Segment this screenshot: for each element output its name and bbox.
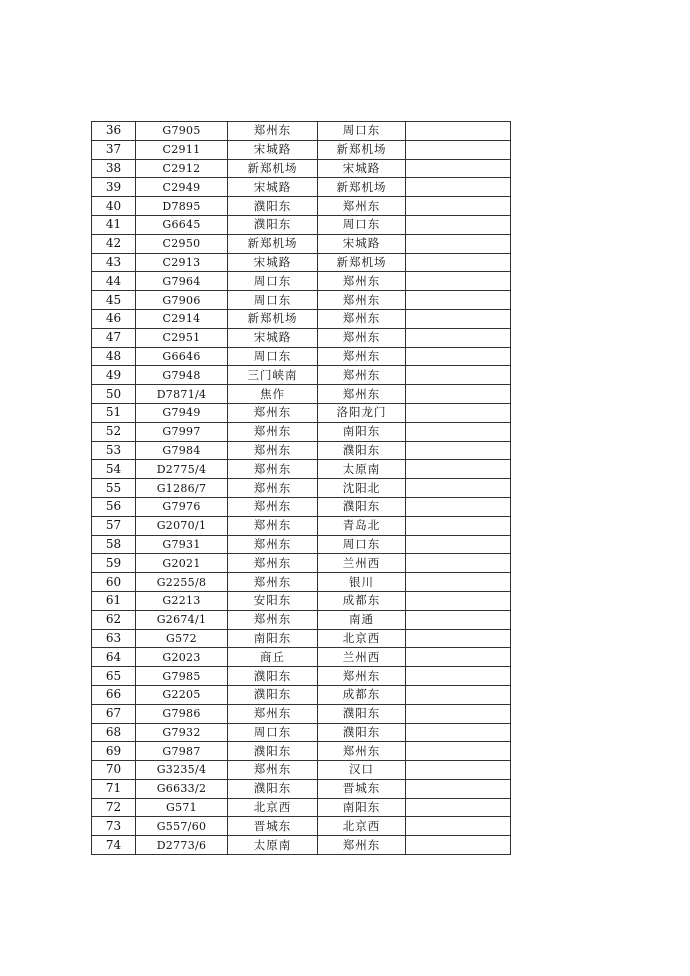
destination-station-cell: 郑州东 xyxy=(318,667,406,686)
origin-station-cell: 太原南 xyxy=(228,836,318,855)
table-row xyxy=(92,667,511,686)
origin-station-cell: 郑州东 xyxy=(228,516,318,535)
remarks-cell xyxy=(406,704,511,723)
train-number-cell: G2213 xyxy=(136,591,228,610)
row-number-cell: 37 xyxy=(92,140,136,159)
train-number-cell: G7997 xyxy=(136,422,228,441)
origin-station-cell: 宋城路 xyxy=(228,328,318,347)
table-row xyxy=(92,122,511,141)
remarks-cell xyxy=(406,761,511,780)
row-number-cell: 73 xyxy=(92,817,136,836)
row-number-cell: 49 xyxy=(92,366,136,385)
origin-station-cell: 宋城路 xyxy=(228,253,318,272)
destination-station-cell: 濮阳东 xyxy=(318,723,406,742)
row-number-cell: 44 xyxy=(92,272,136,291)
remarks-cell xyxy=(406,648,511,667)
train-number-cell: G7976 xyxy=(136,497,228,516)
destination-station-cell: 新郑机场 xyxy=(318,178,406,197)
train-number-cell: D7871/4 xyxy=(136,385,228,404)
row-number-cell: 48 xyxy=(92,347,136,366)
train-number-cell: D2773/6 xyxy=(136,836,228,855)
train-number-cell: C2911 xyxy=(136,140,228,159)
train-number-cell: G572 xyxy=(136,629,228,648)
remarks-cell xyxy=(406,836,511,855)
table-row xyxy=(92,215,511,234)
table-row xyxy=(92,159,511,178)
origin-station-cell: 郑州东 xyxy=(228,554,318,573)
row-number-cell: 38 xyxy=(92,159,136,178)
origin-station-cell: 商丘 xyxy=(228,648,318,667)
table-row xyxy=(92,779,511,798)
remarks-cell xyxy=(406,178,511,197)
origin-station-cell: 濮阳东 xyxy=(228,197,318,216)
remarks-cell xyxy=(406,385,511,404)
table-row xyxy=(92,704,511,723)
remarks-cell xyxy=(406,610,511,629)
remarks-cell xyxy=(406,742,511,761)
origin-station-cell: 周口东 xyxy=(228,291,318,310)
origin-station-cell: 新郑机场 xyxy=(228,159,318,178)
train-schedule-table xyxy=(91,121,511,855)
origin-station-cell: 濮阳东 xyxy=(228,667,318,686)
remarks-cell xyxy=(406,272,511,291)
destination-station-cell: 宋城路 xyxy=(318,159,406,178)
remarks-cell xyxy=(406,516,511,535)
table-row xyxy=(92,591,511,610)
remarks-cell xyxy=(406,591,511,610)
destination-station-cell: 周口东 xyxy=(318,122,406,141)
table-row xyxy=(92,291,511,310)
destination-station-cell: 濮阳东 xyxy=(318,441,406,460)
row-number-cell: 40 xyxy=(92,197,136,216)
table-row xyxy=(92,497,511,516)
remarks-cell xyxy=(406,554,511,573)
origin-station-cell: 焦作 xyxy=(228,385,318,404)
destination-station-cell: 成都东 xyxy=(318,685,406,704)
train-number-cell: G3235/4 xyxy=(136,761,228,780)
table-row xyxy=(92,648,511,667)
origin-station-cell: 晋城东 xyxy=(228,817,318,836)
row-number-cell: 65 xyxy=(92,667,136,686)
row-number-cell: 61 xyxy=(92,591,136,610)
destination-station-cell: 郑州东 xyxy=(318,347,406,366)
destination-station-cell: 兰州西 xyxy=(318,554,406,573)
origin-station-cell: 三门峡南 xyxy=(228,366,318,385)
table-row xyxy=(92,685,511,704)
origin-station-cell: 郑州东 xyxy=(228,441,318,460)
destination-station-cell: 郑州东 xyxy=(318,836,406,855)
table-row xyxy=(92,554,511,573)
destination-station-cell: 南阳东 xyxy=(318,422,406,441)
remarks-cell xyxy=(406,234,511,253)
row-number-cell: 36 xyxy=(92,122,136,141)
row-number-cell: 55 xyxy=(92,479,136,498)
table-row xyxy=(92,610,511,629)
remarks-cell xyxy=(406,253,511,272)
row-number-cell: 53 xyxy=(92,441,136,460)
destination-station-cell: 周口东 xyxy=(318,215,406,234)
origin-station-cell: 郑州东 xyxy=(228,761,318,780)
destination-station-cell: 晋城东 xyxy=(318,779,406,798)
table-row xyxy=(92,479,511,498)
destination-station-cell: 郑州东 xyxy=(318,385,406,404)
destination-station-cell: 兰州西 xyxy=(318,648,406,667)
table-row xyxy=(92,347,511,366)
train-number-cell: G557/60 xyxy=(136,817,228,836)
destination-station-cell: 太原南 xyxy=(318,460,406,479)
table-row xyxy=(92,629,511,648)
origin-station-cell: 宋城路 xyxy=(228,140,318,159)
table-row xyxy=(92,761,511,780)
row-number-cell: 68 xyxy=(92,723,136,742)
train-number-cell: C2950 xyxy=(136,234,228,253)
destination-station-cell: 南通 xyxy=(318,610,406,629)
remarks-cell xyxy=(406,215,511,234)
row-number-cell: 50 xyxy=(92,385,136,404)
origin-station-cell: 郑州东 xyxy=(228,535,318,554)
train-number-cell: G7905 xyxy=(136,122,228,141)
remarks-cell xyxy=(406,497,511,516)
row-number-cell: 69 xyxy=(92,742,136,761)
row-number-cell: 64 xyxy=(92,648,136,667)
train-number-cell: G6645 xyxy=(136,215,228,234)
table-row xyxy=(92,309,511,328)
destination-station-cell: 宋城路 xyxy=(318,234,406,253)
destination-station-cell: 北京西 xyxy=(318,817,406,836)
origin-station-cell: 郑州东 xyxy=(228,573,318,592)
origin-station-cell: 郑州东 xyxy=(228,122,318,141)
remarks-cell xyxy=(406,441,511,460)
destination-station-cell: 沈阳北 xyxy=(318,479,406,498)
remarks-cell xyxy=(406,347,511,366)
origin-station-cell: 郑州东 xyxy=(228,610,318,629)
train-number-cell: C2914 xyxy=(136,309,228,328)
train-number-cell: G2070/1 xyxy=(136,516,228,535)
row-number-cell: 70 xyxy=(92,761,136,780)
train-number-cell: G1286/7 xyxy=(136,479,228,498)
origin-station-cell: 郑州东 xyxy=(228,497,318,516)
destination-station-cell: 银川 xyxy=(318,573,406,592)
table-row xyxy=(92,535,511,554)
train-number-cell: G2023 xyxy=(136,648,228,667)
row-number-cell: 72 xyxy=(92,798,136,817)
row-number-cell: 57 xyxy=(92,516,136,535)
table-row xyxy=(92,460,511,479)
destination-station-cell: 洛阳龙门 xyxy=(318,403,406,422)
origin-station-cell: 郑州东 xyxy=(228,460,318,479)
row-number-cell: 59 xyxy=(92,554,136,573)
origin-station-cell: 安阳东 xyxy=(228,591,318,610)
table-row xyxy=(92,836,511,855)
origin-station-cell: 宋城路 xyxy=(228,178,318,197)
row-number-cell: 42 xyxy=(92,234,136,253)
origin-station-cell: 濮阳东 xyxy=(228,779,318,798)
row-number-cell: 47 xyxy=(92,328,136,347)
remarks-cell xyxy=(406,403,511,422)
origin-station-cell: 周口东 xyxy=(228,347,318,366)
train-number-cell: C2913 xyxy=(136,253,228,272)
remarks-cell xyxy=(406,573,511,592)
destination-station-cell: 汉口 xyxy=(318,761,406,780)
remarks-cell xyxy=(406,685,511,704)
remarks-cell xyxy=(406,309,511,328)
table-row xyxy=(92,328,511,347)
origin-station-cell: 南阳东 xyxy=(228,629,318,648)
train-number-cell: D2775/4 xyxy=(136,460,228,479)
table-row xyxy=(92,798,511,817)
remarks-cell xyxy=(406,291,511,310)
remarks-cell xyxy=(406,197,511,216)
train-number-cell: G6633/2 xyxy=(136,779,228,798)
destination-station-cell: 郑州东 xyxy=(318,272,406,291)
remarks-cell xyxy=(406,140,511,159)
table-row xyxy=(92,573,511,592)
row-number-cell: 63 xyxy=(92,629,136,648)
table-row xyxy=(92,366,511,385)
origin-station-cell: 北京西 xyxy=(228,798,318,817)
row-number-cell: 66 xyxy=(92,685,136,704)
table-row xyxy=(92,178,511,197)
train-number-cell: G2205 xyxy=(136,685,228,704)
train-number-cell: G571 xyxy=(136,798,228,817)
origin-station-cell: 新郑机场 xyxy=(228,309,318,328)
origin-station-cell: 濮阳东 xyxy=(228,685,318,704)
table-row xyxy=(92,385,511,404)
origin-station-cell: 周口东 xyxy=(228,272,318,291)
table-row xyxy=(92,817,511,836)
origin-station-cell: 郑州东 xyxy=(228,403,318,422)
train-number-cell: C2912 xyxy=(136,159,228,178)
table-row xyxy=(92,742,511,761)
train-number-cell: G6646 xyxy=(136,347,228,366)
row-number-cell: 56 xyxy=(92,497,136,516)
destination-station-cell: 郑州东 xyxy=(318,366,406,385)
remarks-cell xyxy=(406,479,511,498)
table-row xyxy=(92,197,511,216)
table-row xyxy=(92,272,511,291)
train-number-cell: G2021 xyxy=(136,554,228,573)
destination-station-cell: 郑州东 xyxy=(318,197,406,216)
train-number-cell: G7987 xyxy=(136,742,228,761)
train-number-cell: C2949 xyxy=(136,178,228,197)
row-number-cell: 58 xyxy=(92,535,136,554)
destination-station-cell: 新郑机场 xyxy=(318,140,406,159)
table-row xyxy=(92,723,511,742)
train-number-cell: G7986 xyxy=(136,704,228,723)
destination-station-cell: 郑州东 xyxy=(318,309,406,328)
train-number-cell: G2255/8 xyxy=(136,573,228,592)
remarks-cell xyxy=(406,328,511,347)
destination-station-cell: 郑州东 xyxy=(318,742,406,761)
origin-station-cell: 新郑机场 xyxy=(228,234,318,253)
row-number-cell: 54 xyxy=(92,460,136,479)
train-number-cell: G7948 xyxy=(136,366,228,385)
remarks-cell xyxy=(406,667,511,686)
train-number-cell: G7964 xyxy=(136,272,228,291)
train-number-cell: G7985 xyxy=(136,667,228,686)
destination-station-cell: 南阳东 xyxy=(318,798,406,817)
destination-station-cell: 郑州东 xyxy=(318,328,406,347)
train-number-cell: G7949 xyxy=(136,403,228,422)
remarks-cell xyxy=(406,159,511,178)
remarks-cell xyxy=(406,798,511,817)
remarks-cell xyxy=(406,422,511,441)
origin-station-cell: 郑州东 xyxy=(228,479,318,498)
train-number-cell: G7931 xyxy=(136,535,228,554)
destination-station-cell: 成都东 xyxy=(318,591,406,610)
table-row xyxy=(92,516,511,535)
row-number-cell: 60 xyxy=(92,573,136,592)
table-row xyxy=(92,140,511,159)
row-number-cell: 39 xyxy=(92,178,136,197)
remarks-cell xyxy=(406,629,511,648)
remarks-cell xyxy=(406,779,511,798)
row-number-cell: 52 xyxy=(92,422,136,441)
remarks-cell xyxy=(406,460,511,479)
train-number-cell: D7895 xyxy=(136,197,228,216)
row-number-cell: 62 xyxy=(92,610,136,629)
origin-station-cell: 濮阳东 xyxy=(228,215,318,234)
remarks-cell xyxy=(406,723,511,742)
remarks-cell xyxy=(406,122,511,141)
row-number-cell: 67 xyxy=(92,704,136,723)
train-number-cell: G2674/1 xyxy=(136,610,228,629)
remarks-cell xyxy=(406,366,511,385)
row-number-cell: 46 xyxy=(92,309,136,328)
train-number-cell: G7984 xyxy=(136,441,228,460)
row-number-cell: 51 xyxy=(92,403,136,422)
origin-station-cell: 周口东 xyxy=(228,723,318,742)
destination-station-cell: 青岛北 xyxy=(318,516,406,535)
remarks-cell xyxy=(406,817,511,836)
table-row xyxy=(92,253,511,272)
table-row xyxy=(92,234,511,253)
destination-station-cell: 濮阳东 xyxy=(318,704,406,723)
row-number-cell: 74 xyxy=(92,836,136,855)
origin-station-cell: 郑州东 xyxy=(228,704,318,723)
table-row xyxy=(92,422,511,441)
remarks-cell xyxy=(406,535,511,554)
train-number-cell: G7906 xyxy=(136,291,228,310)
table-row xyxy=(92,403,511,422)
destination-station-cell: 新郑机场 xyxy=(318,253,406,272)
table-row xyxy=(92,441,511,460)
origin-station-cell: 濮阳东 xyxy=(228,742,318,761)
row-number-cell: 43 xyxy=(92,253,136,272)
destination-station-cell: 北京西 xyxy=(318,629,406,648)
destination-station-cell: 郑州东 xyxy=(318,291,406,310)
origin-station-cell: 郑州东 xyxy=(228,422,318,441)
row-number-cell: 71 xyxy=(92,779,136,798)
train-number-cell: G7932 xyxy=(136,723,228,742)
destination-station-cell: 濮阳东 xyxy=(318,497,406,516)
row-number-cell: 45 xyxy=(92,291,136,310)
table-body xyxy=(92,122,511,855)
train-number-cell: C2951 xyxy=(136,328,228,347)
row-number-cell: 41 xyxy=(92,215,136,234)
destination-station-cell: 周口东 xyxy=(318,535,406,554)
